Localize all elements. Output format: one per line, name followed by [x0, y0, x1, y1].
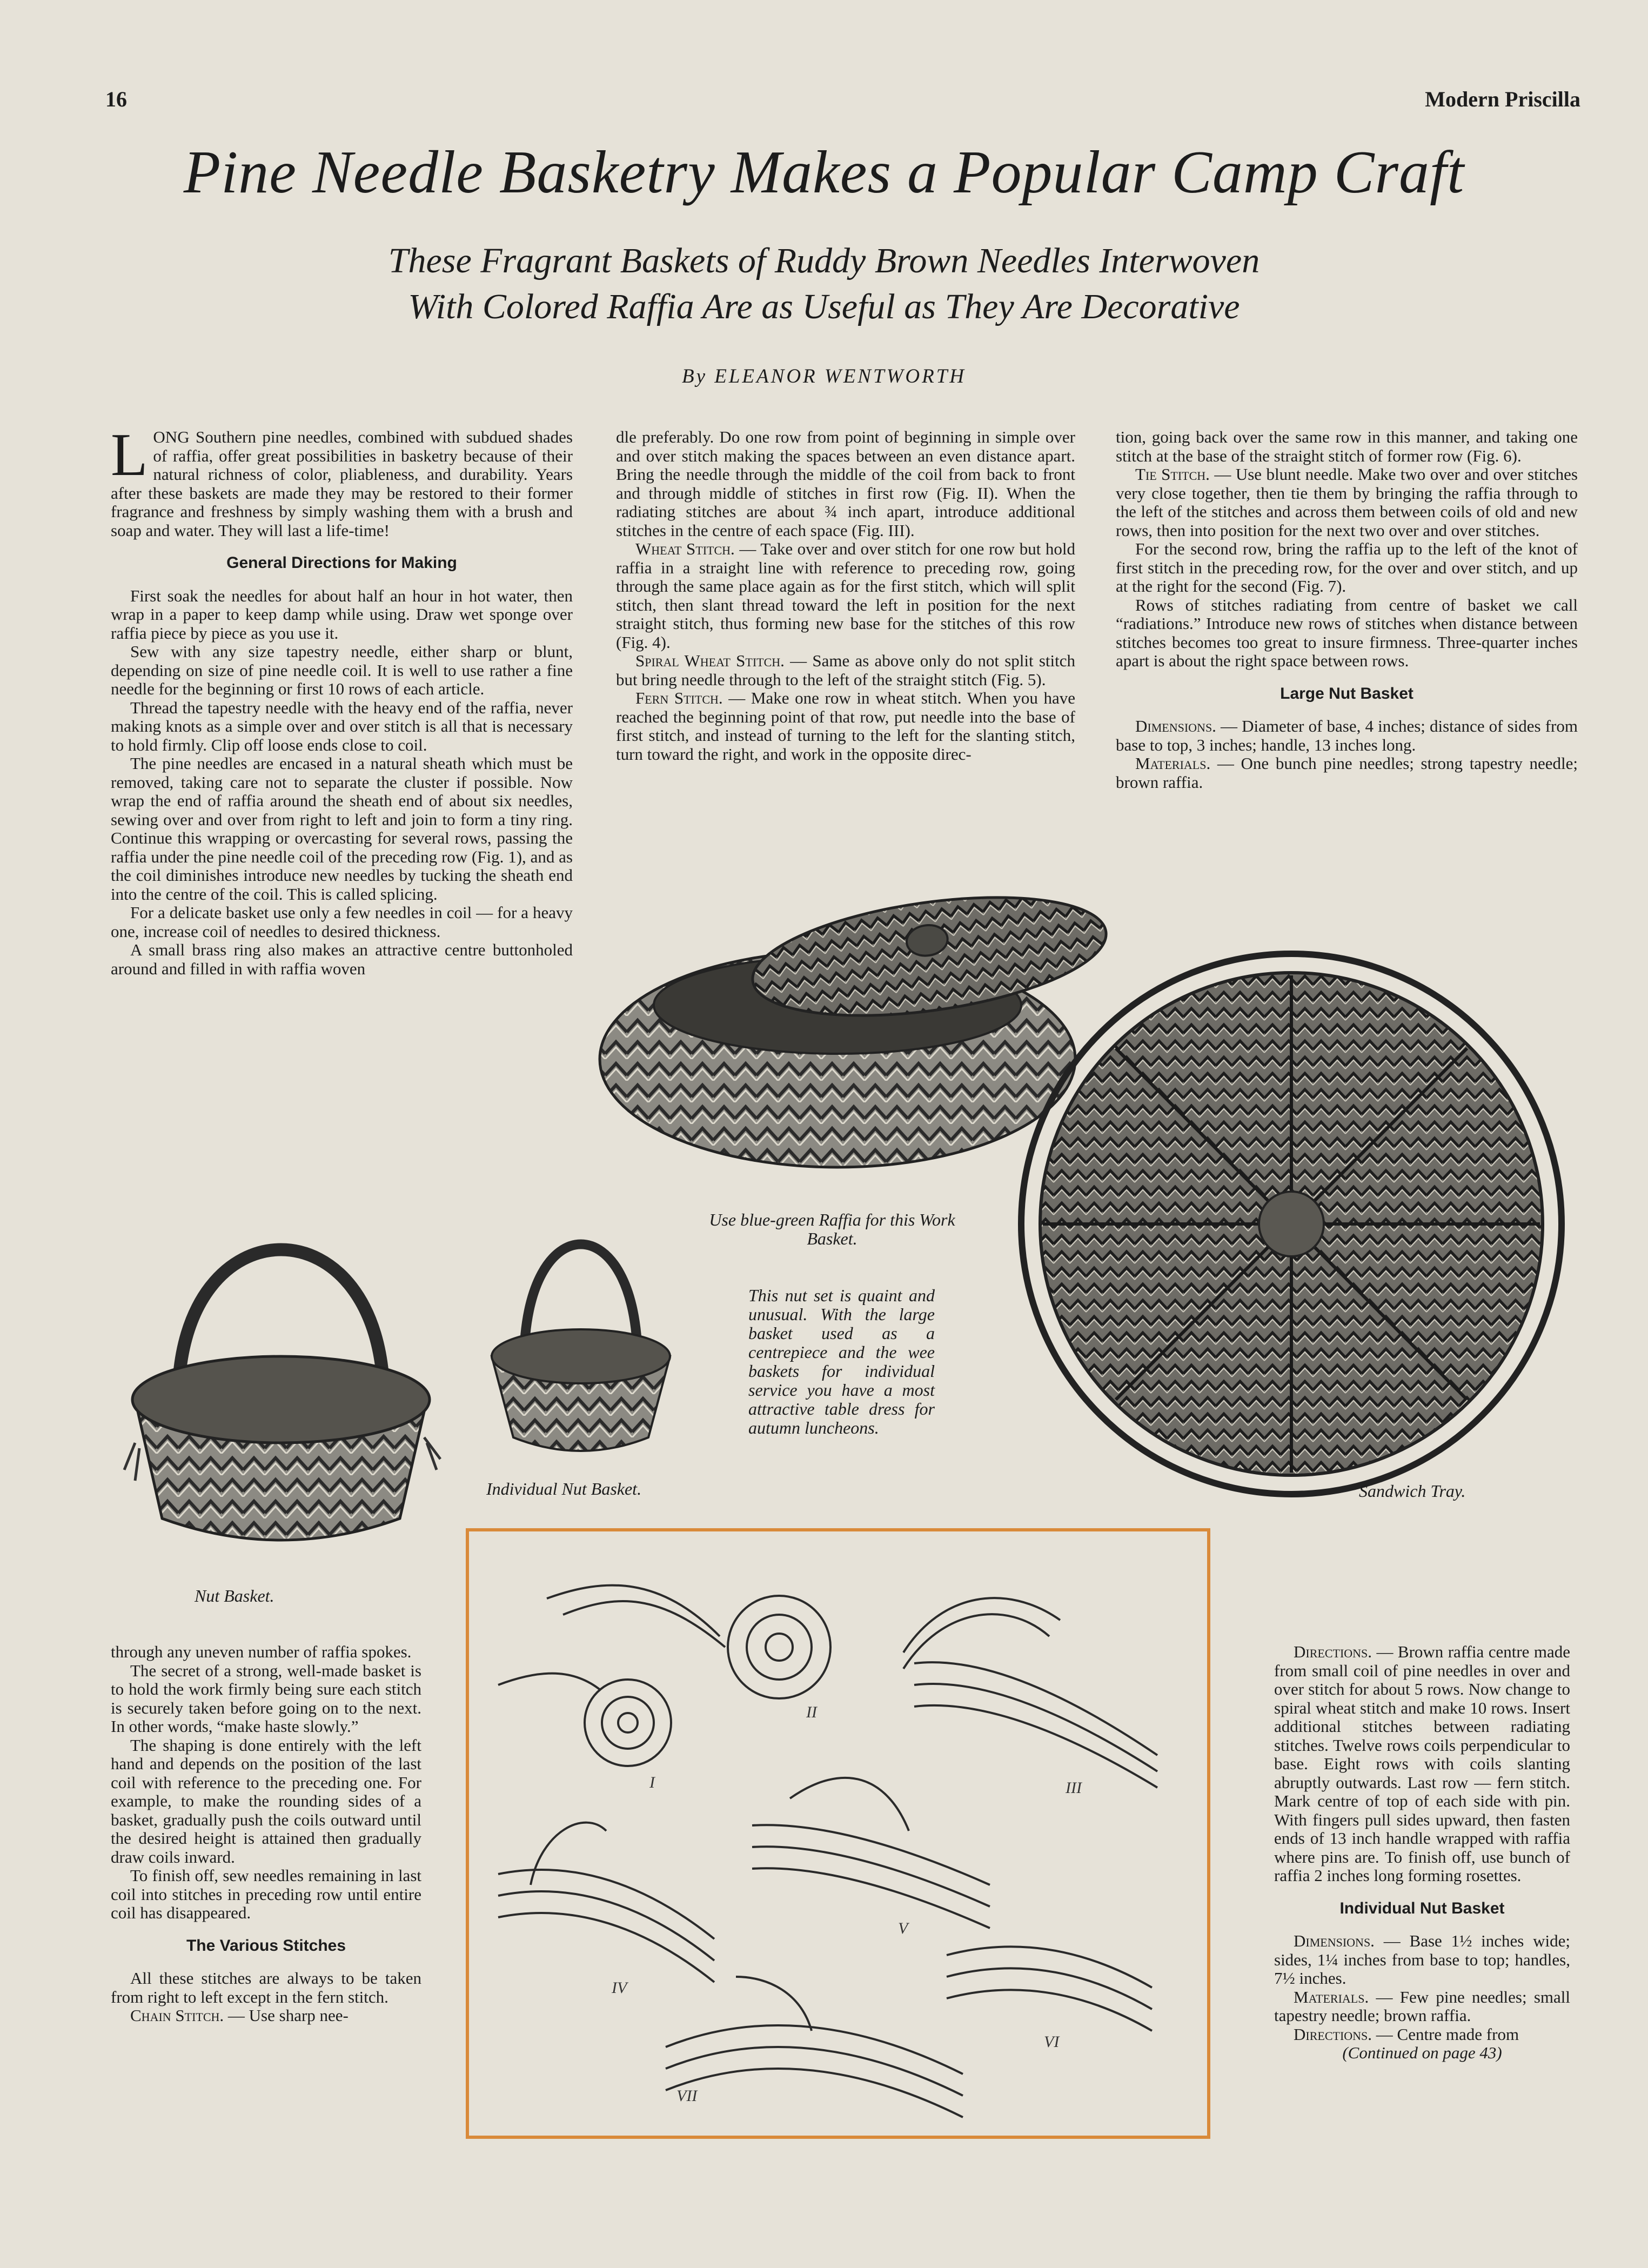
caption-work-basket: Use blue-green Raffia for this Work Basket.	[709, 1210, 955, 1248]
paragraph: For a delicate basket use only a few needles in coil — for a heavy one, increase coil of needles to desired thickness.	[111, 903, 573, 941]
column-2	[616, 428, 1075, 764]
figure-label-II: II	[806, 1703, 817, 1721]
paragraph: The shaping is done entirely with the left hand and depends on the position of the last coil with reference to the preceding one. For example, to make the rounding sides of a basket, gradually push the coils outward until the desired height is attained then gradually draw coils inward.	[111, 1735, 421, 1866]
subtitle-line-1: These Fragrant Baskets of Ruddy Brown Needles Interwoven	[388, 241, 1260, 280]
figure-label-IV: IV	[612, 1979, 627, 1997]
paragraph: — Brown raffia centre made from small coil of pine needles in over and over stitch for about 5 rows. Now change to spiral wheat stitch and make 10 rows. Insert additional stitches between radiating stitches. Twelve rows coils perpendicular to base. Eight rows with coils slanting abruptly outwards. Last row — fern stitch. Mark centre of top of each side with pin. With fingers pull sides upward, then fasten ends of 13 inch handle wrapped with raffia where pins are. To finish off, use bunch of raffia 2 inches long forming rosettes.	[1274, 1642, 1570, 1885]
section-heading-individual-nut-basket: Individual Nut Basket	[1339, 1899, 1505, 1917]
paragraph: — Use sharp nee-	[224, 2006, 349, 2025]
continued-note: (Continued on page 43)	[1342, 2043, 1502, 2062]
stitch-label-spiral: Spiral Wheat Stitch.	[635, 651, 785, 670]
figure-label-V: V	[898, 1919, 908, 1937]
individual-nut-basket-illustration	[481, 1221, 681, 1481]
materials-label: Materials.	[1294, 1987, 1369, 2006]
paragraph: — Use blunt needle. Make two over and over stitches very close together, then tie them by bringing the raffia through to the left of the stitches and across them between coils of old and new rows, then into position for the next two over and over stitches.	[1116, 465, 1578, 540]
figure-label-VI: VI	[1044, 2033, 1060, 2051]
paragraph: All these stitches are always to be taken from right to left except in the fern stitch.	[111, 1969, 421, 2006]
section-heading-large-nut-basket: Large Nut Basket	[1280, 684, 1413, 703]
section-heading-general: General Directions for Making	[226, 554, 457, 572]
paragraph: — Take over and over stitch for one row but hold raffia in a straight line with reference to preceding row, going through the same place again as for the first stitch, which will split stitch, then slant thread toward the left in position for the next straight stitch, thus forming new base for the stitches of this row (Fig. 4).	[616, 539, 1075, 652]
paragraph: First soak the needles for about half an hour in hot water, then wrap in a paper to keep damp while using. Draw wet sponge over raffia piece by piece as you use it.	[111, 586, 573, 643]
stitch-label-chain: Chain Stitch.	[130, 2006, 224, 2025]
caption-individual-nut-basket: Individual Nut Basket.	[486, 1479, 642, 1498]
materials-label: Materials.	[1135, 754, 1211, 773]
figure-label-I: I	[649, 1774, 655, 1791]
dimensions-label: Dimensions.	[1135, 717, 1216, 735]
paragraph: Sew with any size tapestry needle, either sharp or blunt, depending on size of pine needle coil. It is well to use rather a fine needle for the beginning or first 10 rows of each article.	[111, 642, 573, 698]
column-1	[111, 422, 573, 978]
intro-paragraph: ONG Southern pine needles, combined with subdued shades of raffia, offer great possibilities in basketry because of their natural richness of color, pliableness, and durability. Years after these baskets are made they may be restored to their former fragrance and freshness by simply washing them with a brush and soap and water. They will last a life-time!	[111, 427, 573, 540]
stitch-label-tie: Tie Stitch.	[1135, 465, 1210, 484]
paragraph: — Diameter of base, 4 inches; distance of sides from base to top, 3 inches; handle, 13 inches long.	[1116, 717, 1578, 754]
drop-cap: L	[111, 422, 148, 489]
stitch-label-wheat: Wheat Stitch.	[635, 539, 735, 558]
paragraph: — Make one row in wheat stitch. When you have reached the beginning point of that row, put needle into the base of first stitch, and instead of turning to the left for the slanting stitch, turn toward the right, and work in the opposite direc-	[616, 688, 1076, 764]
column-3	[1116, 428, 1578, 792]
section-heading-various-stitches: The Various Stitches	[186, 1936, 346, 1955]
caption-nut-basket: Nut Basket.	[195, 1586, 274, 1605]
page-number: 16	[105, 87, 127, 111]
paragraph: Thread the tapestry needle with the heavy end of the raffia, never making knots as a simple over and over stitch is all that is necessary to hold firmly. Clip off loose ends close to coil.	[111, 698, 573, 754]
dimensions-label: Dimensions.	[1294, 1931, 1375, 1950]
paragraph: — Centre made from	[1372, 2024, 1519, 2044]
magazine-name: Modern Priscilla	[1425, 87, 1580, 111]
paragraph: — Base 1½ inches wide; sides, 1¼ inches from base to top; handles, 7½ inches.	[1274, 1931, 1570, 1988]
stitch-figures	[466, 1528, 1210, 2139]
paragraph: tion, going back over the same row in this manner, and taking one stitch at the base of the straight stitch of former row (Fig. 6).	[1116, 427, 1578, 465]
caption-nut-set: This nut set is quaint and unusual. With the large basket used as a centrepiece and the wee baskets for individual service you have a most attractive table dress for autumn luncheons.	[748, 1286, 935, 1437]
caption-sandwich-tray: Sandwich Tray.	[1359, 1481, 1466, 1501]
sandwich-tray-illustration	[1005, 973, 1578, 1475]
paragraph: Rows of stitches radiating from centre of basket we call “radiations.” Introduce new rows of stitches when distance between stitches becomes too great to insure firmness. Three-quarter inches apart is about the right space between rows.	[1116, 595, 1578, 670]
subtitle-line-2: With Colored Raffia Are as Useful as They Are Decorative	[408, 287, 1240, 326]
paragraph: For the second row, bring the raffia up to the left of the knot of first stitch in the preceding row, for the over and over stitch, and up at the right for the second (Fig. 7).	[1116, 539, 1578, 596]
directions-label: Directions.	[1294, 1642, 1372, 1661]
article-title: Pine Needle Basketry Makes a Popular Camp Craft	[183, 139, 1465, 206]
figure-label-VII: VII	[676, 2087, 698, 2105]
paragraph: — One bunch pine needles; strong tapestry needle; brown raffia.	[1116, 754, 1578, 792]
stitch-label-fern: Fern Stitch.	[635, 688, 723, 707]
column-1-bottom	[111, 1643, 421, 2025]
byline: By ELEANOR WENTWORTH	[681, 365, 967, 387]
column-3-bottom	[1274, 1643, 1570, 2063]
paragraph: To finish off, sew needles remaining in last coil into stitches in preceding row until entire coil has disappeared.	[111, 1866, 421, 1922]
nut-basket-illustration	[113, 1216, 454, 1562]
paragraph: The pine needles are encased in a natural sheath which must be removed, taking care not to separate the cluster if possible. Now wrap the end of raffia around the sheath end of about six needles, sewing over and over from right to left and join to form a tiny ring. Continue this wrapping or overcasting for several rows, passing the raffia under the pine needle coil of the preceding row (Fig. 1), and as the coil diminishes introduce new needles by tucking the sheath end into the centre of the coil. This is called splicing.	[111, 754, 573, 904]
paragraph: — Few pine needles; small tapestry needle; brown raffia.	[1274, 1987, 1570, 2025]
paragraph: A small brass ring also makes an attractive centre buttonholed around and filled in with raffia woven	[111, 940, 573, 978]
paragraph: dle preferably. Do one row from point of beginning in simple over and over stitch making the spaces between an even distance apart. Bring the needle through the middle of the coil from back to front and through middle of stitches in first row (Fig. II). When the radiating stitches are about ¾ inch apart, introduce additional stitches in the centre of each space (Fig. III).	[616, 427, 1075, 540]
directions-label: Directions.	[1294, 2024, 1372, 2044]
paragraph: The secret of a strong, well-made basket is to hold the work firmly being sure each stitch is securely taken before going on to the next. In other words, “make haste slowly.”	[111, 1661, 421, 1736]
paragraph: through any uneven number of raffia spokes.	[111, 1642, 412, 1661]
figure-label-III: III	[1066, 1779, 1082, 1797]
paragraph: — Same as above only do not split stitch but bring needle through to the left of the straight stitch (Fig. 5).	[616, 651, 1075, 689]
